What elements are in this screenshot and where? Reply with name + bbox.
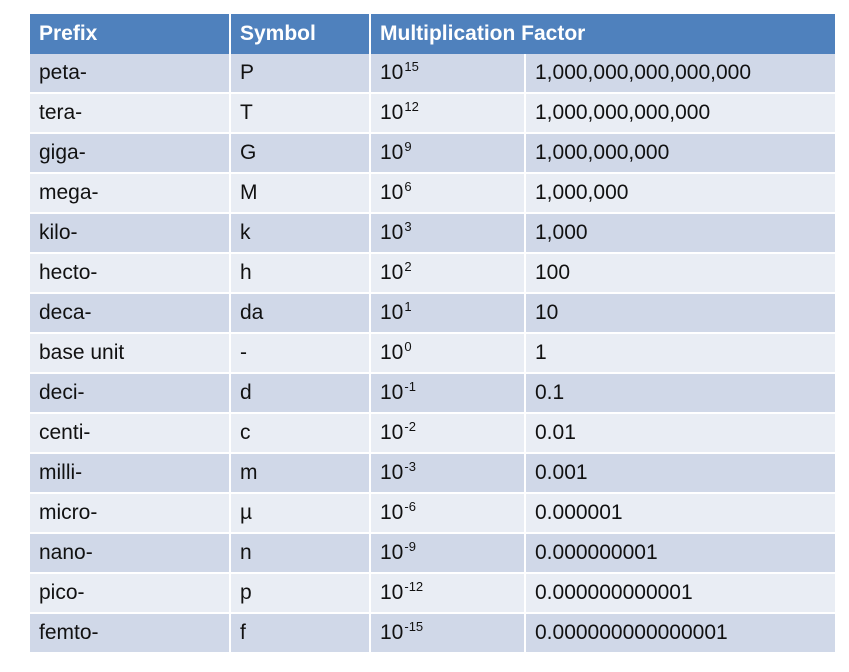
symbol-cell: d: [230, 373, 370, 413]
symbol-cell: -: [230, 333, 370, 373]
symbol-cell: c: [230, 413, 370, 453]
symbol-cell: k: [230, 213, 370, 253]
power-exponent: -15: [404, 619, 424, 634]
table-row: [30, 173, 835, 213]
power-exponent: -6: [404, 499, 416, 514]
prefix-cell: mega-: [30, 173, 230, 213]
power-base: 10: [380, 141, 404, 164]
decimal-value-cell: 0.01: [525, 413, 835, 453]
power-of-ten-cell: [370, 573, 525, 613]
power-base: 10: [380, 181, 404, 204]
si-prefix-table: [30, 14, 835, 654]
decimal-value-cell: 10: [525, 293, 835, 333]
symbol-cell: da: [230, 293, 370, 333]
table-row: [30, 573, 835, 613]
power-base: 10: [380, 541, 404, 564]
power-base: 10: [380, 61, 404, 84]
power-of-ten-cell: [370, 213, 525, 253]
power-of-ten-cell: [370, 533, 525, 573]
decimal-value-cell: 1,000: [525, 213, 835, 253]
table-row: [30, 253, 835, 293]
decimal-value-cell: 0.001: [525, 453, 835, 493]
prefix-cell: tera-: [30, 93, 230, 133]
prefix-cell: deci-: [30, 373, 230, 413]
prefix-cell: base unit: [30, 333, 230, 373]
decimal-value-cell: 0.000000000001: [525, 573, 835, 613]
prefix-table-container: [30, 14, 835, 654]
power-base: 10: [380, 261, 404, 284]
power-base: 10: [380, 221, 404, 244]
power-of-ten-cell: [370, 54, 525, 93]
table-header-row: [30, 14, 835, 54]
symbol-cell: h: [230, 253, 370, 293]
prefix-cell: femto-: [30, 613, 230, 653]
power-of-ten-cell: [370, 293, 525, 333]
decimal-value-cell: 1: [525, 333, 835, 373]
table-row: [30, 293, 835, 333]
power-base: 10: [380, 461, 404, 484]
symbol-cell: µ: [230, 493, 370, 533]
decimal-value-cell: 1,000,000: [525, 173, 835, 213]
table-row: [30, 93, 835, 133]
power-exponent: 0: [404, 339, 412, 354]
prefix-cell: kilo-: [30, 213, 230, 253]
power-of-ten-cell: [370, 453, 525, 493]
power-exponent: 3: [404, 219, 412, 234]
table-row: [30, 133, 835, 173]
prefix-cell: hecto-: [30, 253, 230, 293]
power-base: 10: [380, 621, 404, 644]
prefix-cell: milli-: [30, 453, 230, 493]
symbol-cell: n: [230, 533, 370, 573]
power-exponent: -1: [404, 379, 416, 394]
header-multiplication-factor: Multiplication Factor: [370, 14, 835, 54]
power-exponent: 15: [404, 59, 419, 74]
power-base: 10: [380, 301, 404, 324]
decimal-value-cell: 0.000000000000001: [525, 613, 835, 653]
table-body: [30, 54, 835, 653]
power-exponent: 1: [404, 299, 412, 314]
power-of-ten-cell: [370, 333, 525, 373]
power-of-ten-cell: [370, 373, 525, 413]
symbol-cell: T: [230, 93, 370, 133]
power-exponent: -12: [404, 579, 424, 594]
table-row: [30, 373, 835, 413]
symbol-cell: G: [230, 133, 370, 173]
prefix-cell: nano-: [30, 533, 230, 573]
prefix-cell: peta-: [30, 54, 230, 93]
header-symbol: Symbol: [230, 14, 370, 54]
power-base: 10: [380, 501, 404, 524]
decimal-value-cell: 0.000000001: [525, 533, 835, 573]
prefix-cell: micro-: [30, 493, 230, 533]
table-row: [30, 54, 835, 93]
table-row: [30, 613, 835, 653]
power-base: 10: [380, 341, 404, 364]
power-base: 10: [380, 101, 404, 124]
prefix-cell: deca-: [30, 293, 230, 333]
table-row: [30, 493, 835, 533]
power-of-ten-cell: [370, 413, 525, 453]
power-exponent: -9: [404, 539, 416, 554]
decimal-value-cell: 100: [525, 253, 835, 293]
power-base: 10: [380, 421, 404, 444]
power-exponent: -3: [404, 459, 416, 474]
power-of-ten-cell: [370, 493, 525, 533]
power-exponent: 12: [404, 99, 419, 114]
table-row: [30, 333, 835, 373]
decimal-value-cell: 1,000,000,000: [525, 133, 835, 173]
symbol-cell: M: [230, 173, 370, 213]
power-base: 10: [380, 581, 404, 604]
symbol-cell: p: [230, 573, 370, 613]
decimal-value-cell: 1,000,000,000,000: [525, 93, 835, 133]
power-exponent: 6: [404, 179, 412, 194]
table-row: [30, 533, 835, 573]
table-row: [30, 413, 835, 453]
power-of-ten-cell: [370, 613, 525, 653]
power-of-ten-cell: [370, 93, 525, 133]
symbol-cell: m: [230, 453, 370, 493]
power-exponent: 9: [404, 139, 412, 154]
power-exponent: 2: [404, 259, 412, 274]
table-row: [30, 453, 835, 493]
decimal-value-cell: 1,000,000,000,000,000: [525, 54, 835, 93]
symbol-cell: f: [230, 613, 370, 653]
power-base: 10: [380, 381, 404, 404]
prefix-cell: pico-: [30, 573, 230, 613]
table-row: [30, 213, 835, 253]
prefix-cell: centi-: [30, 413, 230, 453]
power-of-ten-cell: [370, 133, 525, 173]
power-of-ten-cell: [370, 173, 525, 213]
decimal-value-cell: 0.000001: [525, 493, 835, 533]
header-prefix: Prefix: [30, 14, 230, 54]
power-of-ten-cell: [370, 253, 525, 293]
symbol-cell: P: [230, 54, 370, 93]
prefix-cell: giga-: [30, 133, 230, 173]
power-exponent: -2: [404, 419, 416, 434]
decimal-value-cell: 0.1: [525, 373, 835, 413]
